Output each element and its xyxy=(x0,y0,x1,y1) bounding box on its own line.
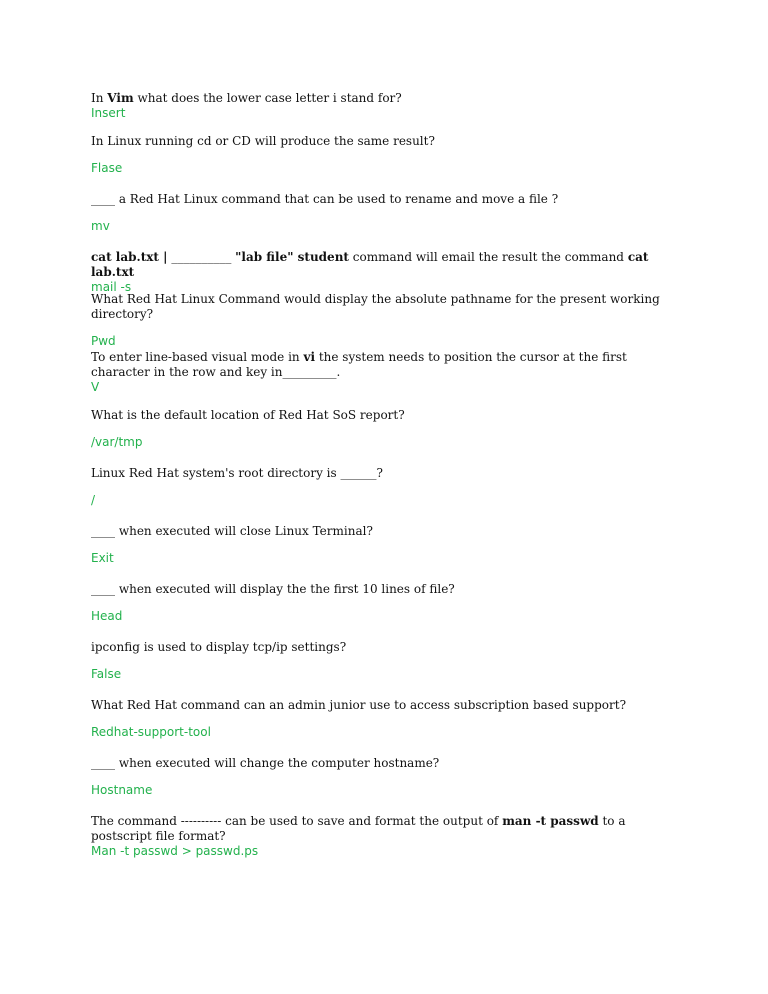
answer-5: Pwd xyxy=(91,334,116,348)
qa-item-13 xyxy=(91,756,671,798)
answer-13: Hostname xyxy=(91,783,153,797)
qa-item-4 xyxy=(91,250,671,295)
answer-2: Flase xyxy=(91,161,123,175)
question-12: What Red Hat command can an admin junior use to access subscription based support? xyxy=(91,698,627,712)
answer-12: Redhat-support-tool xyxy=(91,725,211,739)
qa-item-3 xyxy=(91,192,671,234)
answer-14: Man -t passwd > passwd.ps xyxy=(91,844,259,858)
qa-item-9 xyxy=(91,524,671,566)
qa-item-14 xyxy=(91,814,671,859)
qa-item-5 xyxy=(91,292,671,349)
question-9: ____ when executed will close Linux Terminal? xyxy=(91,524,373,538)
question-1: In Vim what does the lower case letter i stand for? xyxy=(91,91,402,105)
question-10: ____ when executed will display the the first 10 lines of file? xyxy=(91,582,455,596)
question-6: To enter line-based visual mode in vi the system needs to position the cursor at the first character in the row and key in_________. xyxy=(91,350,627,379)
answer-4: mail -s xyxy=(91,280,132,294)
qa-item-2 xyxy=(91,134,671,176)
question-5: What Red Hat Linux Command would display the absolute pathname for the present working directory? xyxy=(91,292,660,321)
qa-item-1 xyxy=(91,91,671,121)
qa-item-10 xyxy=(91,582,671,624)
qa-item-6 xyxy=(91,350,671,395)
answer-6: V xyxy=(91,380,100,394)
answer-3: mv xyxy=(91,219,110,233)
qa-item-11 xyxy=(91,640,671,682)
question-4: cat lab.txt | __________ "lab file" student command will email the result the command cat lab.txt xyxy=(91,250,649,279)
question-8: Linux Red Hat system's root directory is ______? xyxy=(91,466,383,480)
qa-item-8 xyxy=(91,466,671,508)
answer-1: Insert xyxy=(91,106,126,120)
qa-item-7 xyxy=(91,408,671,450)
qa-item-12 xyxy=(91,698,671,740)
answer-8: / xyxy=(91,493,96,507)
question-14: The command ---------- can be used to save and format the output of man -t passwd to a postscript file format? xyxy=(91,814,626,843)
answer-10: Head xyxy=(91,609,123,623)
answer-9: Exit xyxy=(91,551,114,565)
answer-7: /var/tmp xyxy=(91,435,143,449)
answer-11: False xyxy=(91,667,122,681)
question-13: ____ when executed will change the computer hostname? xyxy=(91,756,440,770)
question-7: What is the default location of Red Hat SoS report? xyxy=(91,408,405,422)
question-11: ipconfig is used to display tcp/ip settings? xyxy=(91,640,347,654)
question-3: ____ a Red Hat Linux command that can be used to rename and move a file ? xyxy=(91,192,559,206)
question-2: In Linux running cd or CD will produce the same result? xyxy=(91,134,435,148)
